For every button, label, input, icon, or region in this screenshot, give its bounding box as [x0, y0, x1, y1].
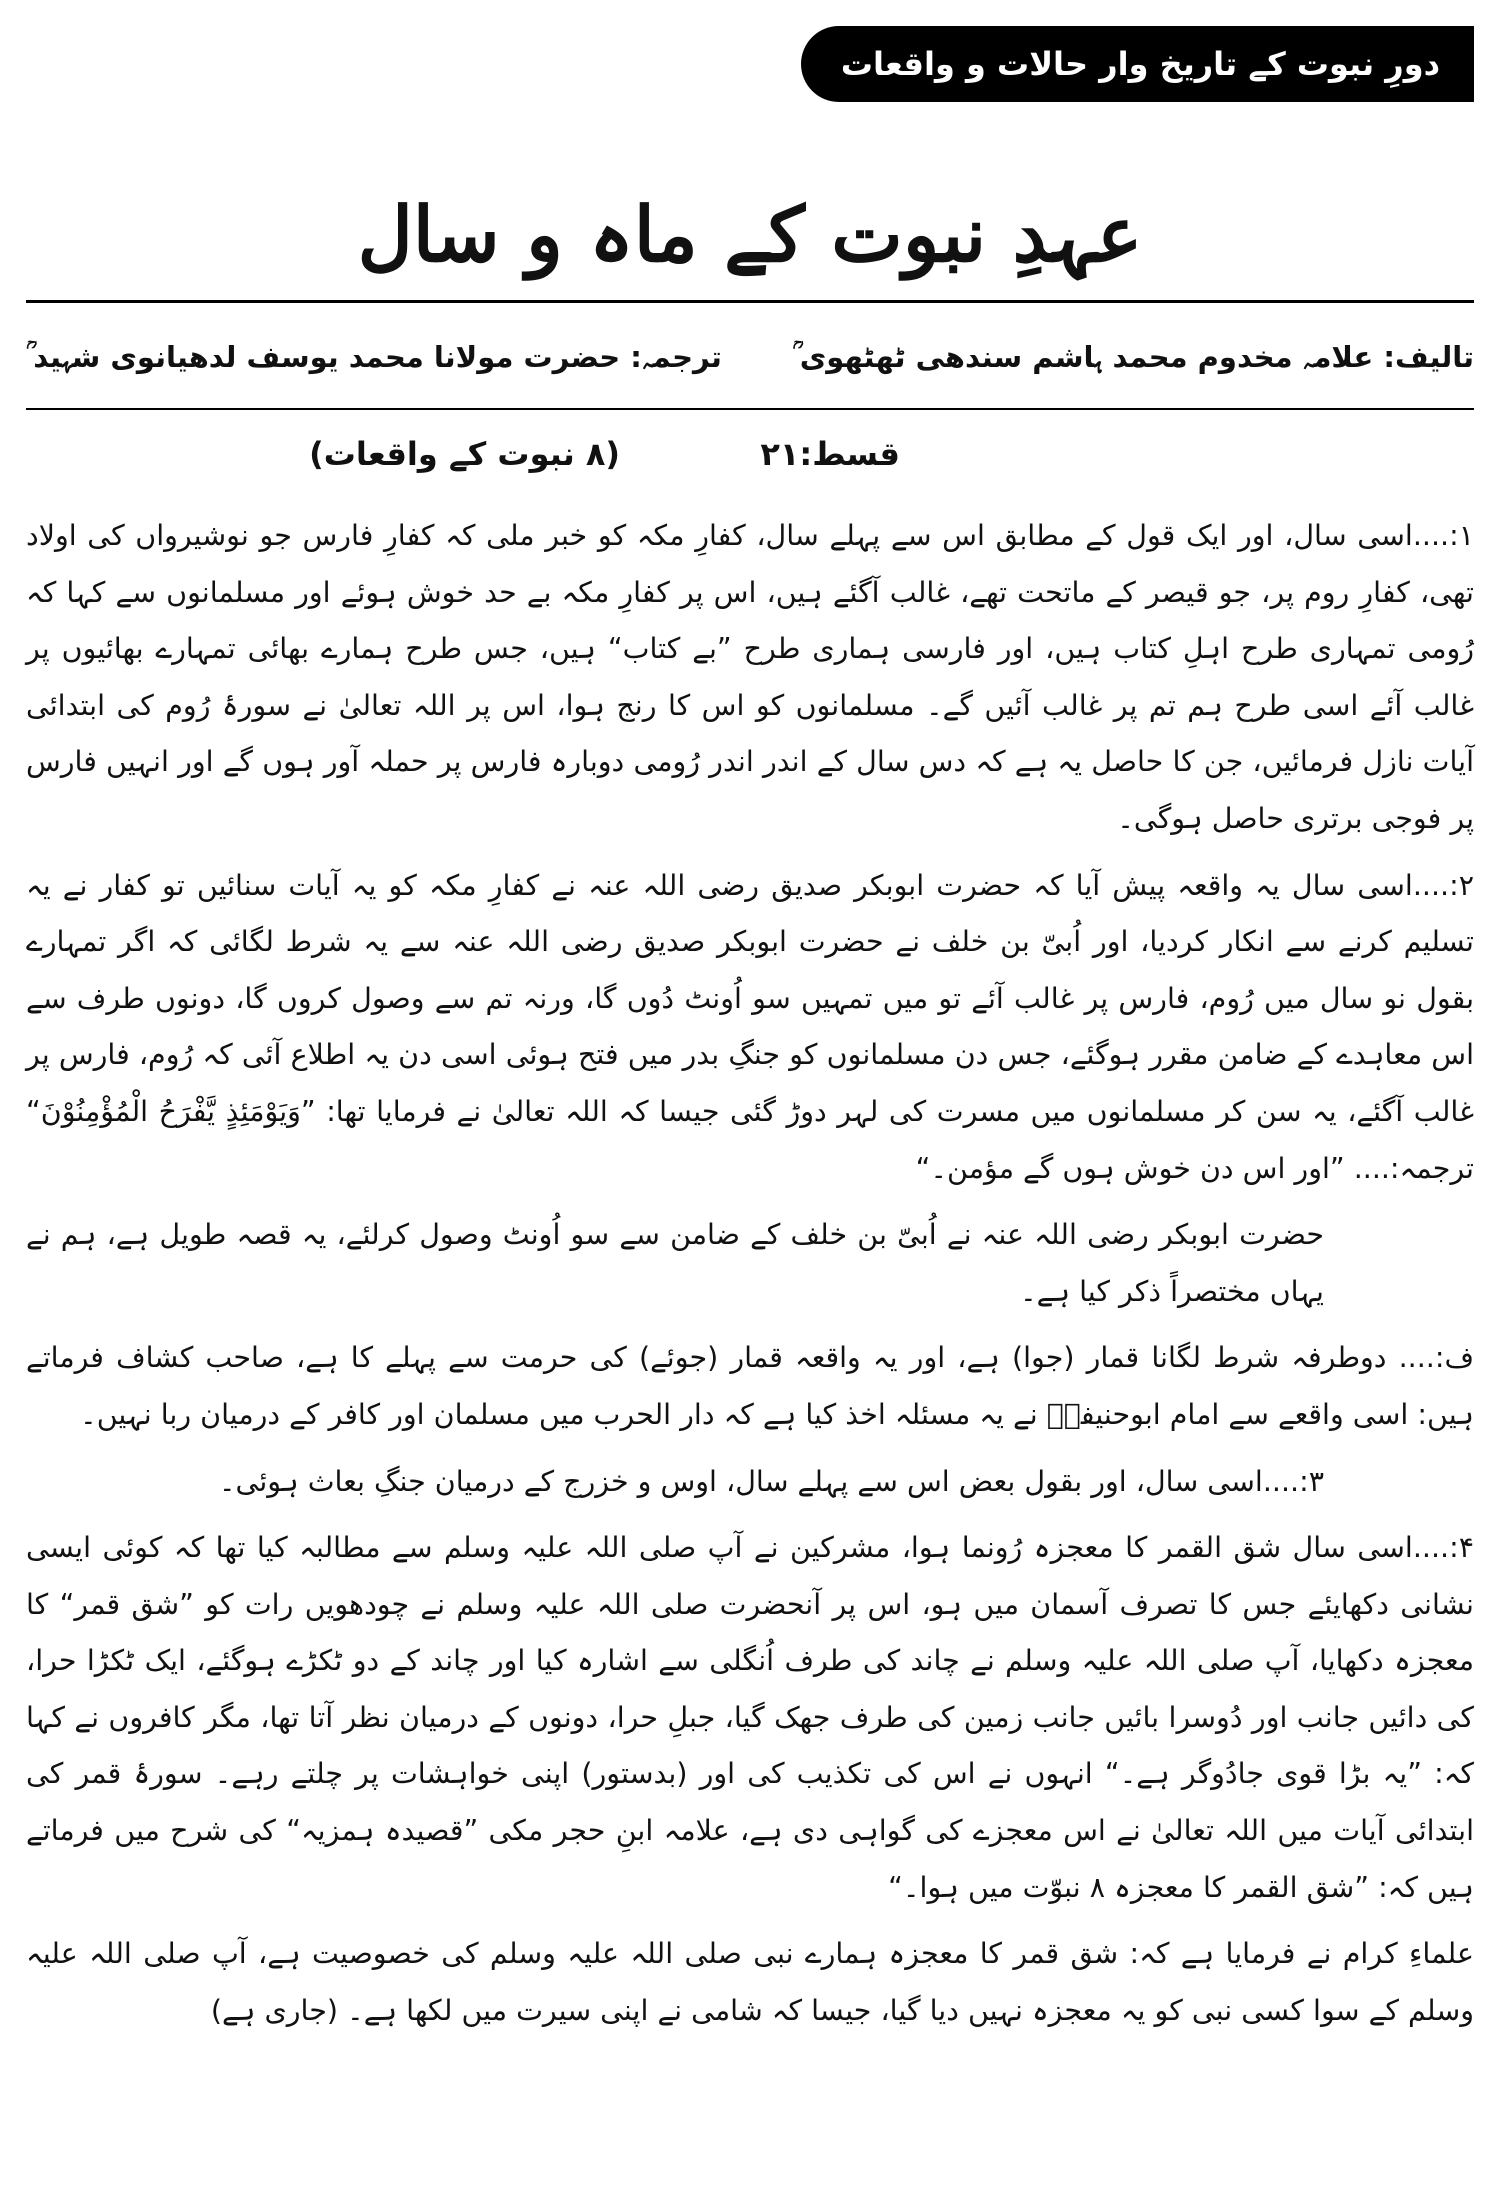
paragraph-3: حضرت ابوبکر رضی اللہ عنہ نے اُبیّ بن خلف کے ضامن سے سو اُونٹ وصول کرلئے، یہ قصہ طویل ہے، ہم نے یہاں مختصراً ذکر کیا ہے۔ — [26, 1218, 1324, 1308]
page-title: عہدِ نبوت کے ماہ و سال — [357, 190, 1143, 279]
author-credit: تالیف: علامہ مخدوم محمد ہاشم سندھی ٹھٹھوی ؒ — [792, 340, 1474, 374]
paragraph-6: علماءِ کرام نے فرمایا ہے کہ: شق قمر کا معجزہ ہمارے نبی صلی اللہ علیہ وسلم کی خصوصیت ہے، آپ صلی اللہ علیہ وسلم کے سوا کسی نبی کو یہ معجزہ نہیں دیا گیا، جیسا کہ شامی نے اپنی سیرت میں لکھا ہے۔ (جاری ہے) — [26, 1937, 1474, 2027]
paragraph-2: ۲:....اسی سال یہ واقعہ پیش آیا کہ حضرت ابوبکر صدیق رضی اللہ عنہ نے کفارِ مکہ کو یہ آیات سنائیں تو کفار نے یہ تسلیم کرنے سے انکار کردیا، اور اُبیّ بن خلف نے حضرت ابوبکر صدیق رضی اللہ عنہ سے یہ شرط لگائی کہ اگر تمہارے بقول نو سال میں رُوم، فارس پر غالب آئے تو میں تمہیں سو اُونٹ دُوں گا، ورنہ تم سے وصول کروں گا، دونوں طرف سے اس معاہدے کے ضامن مقرر ہوگئے، جس دن مسلمانوں کو جنگِ بدر میں فتح ہوئی اسی دن یہ اطلاع آئی کہ رُوم، فارس پر غالب آگئے، یہ سن کر مسلمانوں میں مسرت کی لہر دوڑ گئی جیسا کہ اللہ تعالیٰ نے فرمایا تھا: ”وَیَوْمَئِذٍ یَّفْرَحُ الْمُؤْمِنُوْنَ“ ترجمہ:.... ”اور اس دن خوش ہوں گے مؤمن۔“ — [26, 868, 1474, 1185]
divider-top — [26, 300, 1474, 303]
credits-row — [26, 314, 1474, 400]
translator-credit: ترجمہ: حضرت مولانا محمد یوسف لدھیانوی شہید ؒ — [26, 340, 722, 374]
article-body — [26, 508, 1474, 2049]
paragraph-5: ۴:....اسی سال شق القمر کا معجزہ رُونما ہوا، مشرکین نے آپ صلی اللہ علیہ وسلم سے مطالبہ کیا تھا کہ کوئی ایسی نشانی دکھایئے جس کا تصرف آسمان میں ہو، اس پر آنحضرت صلی اللہ علیہ وسلم نے چودھویں رات کو ”شق قمر“ کا معجزہ دکھایا، آپ صلی اللہ علیہ وسلم نے چاند کی طرف اُنگلی سے اشارہ کیا اور چاند کے دو ٹکڑے ہوگئے، ایک ٹکڑا حرا، کی دائیں جانب اور دُوسرا بائیں جانب زمین کی طرف جھک گیا، جبلِ حرا، دونوں کے درمیان نظر آتا تھا، مگر کافروں نے کہا کہ: ”یہ بڑا قوی جادُوگر ہے۔“ انہوں نے اس کی تکذیب کی اور (بدستور) اپنی خواہشات پر چلتے رہے۔ سورۂ قمر کی ابتدائی آیات میں اللہ تعالیٰ نے اس معجزے کی گواہی دی ہے، علامہ ابنِ حجر مکی ”قصیدہ ہمزیہ“ کی شرح میں فرماتے ہیں کہ: ”شق القمر کا معجزہ ۸ نبوّت میں ہوا۔“ — [26, 1531, 1474, 1904]
paragraph-note: ف:.... دوطرفہ شرط لگانا قمار (جوا) ہے، اور یہ واقعہ قمار (جوئے) کی حرمت سے پہلے کا ہے، صاحب کشاف فرماتے ہیں: اسی واقعے سے امام ابوحنیفہؒ نے یہ مسئلہ اخذ کیا ہے کہ دار الحرب میں مسلمان اور کافر کے درمیان ربا نہیں۔ — [26, 1341, 1474, 1431]
series-tab: دورِ نبوت کے تاریخ وار حالات و واقعات — [801, 26, 1474, 102]
paragraph-1: ۱:....اسی سال، اور ایک قول کے مطابق اس سے پہلے سال، کفارِ مکہ کو خبر ملی کہ کفارِ فارس جو نوشیرواں کی اولاد تھی، کفارِ روم پر، جو قیصر کے ماتحت تھے، غالب آگئے ہیں، اس پر کفارِ مکہ بے حد خوش ہوئے اور مسلمانوں سے کہا کہ رُومی تمہاری طرح اہلِ کتاب ہیں، اور فارسی ہماری طرح ”بے کتاب“ ہیں، جس طرح ہمارے بھائی تمہارے بھائیوں پر غالب آئے اسی طرح ہم تم پر غالب آئیں گے۔ مسلمانوں کو اس کا رنج ہوا، اس پر اللہ تعالیٰ نے سورۂ رُوم کی ابتدائی آیات نازل فرمائیں، جن کا حاصل یہ ہے کہ دس سال کے اندر اندر رُومی دوبارہ فارس پر حملہ آور ہوں گے اور انہیں فارس پر فوجی برتری حاصل ہوگی۔ — [26, 519, 1474, 835]
installment-subtitle: (۸ نبوت کے واقعات) — [309, 435, 620, 473]
divider-bottom — [26, 408, 1474, 410]
paragraph-4: ۳:....اسی سال، اور بقول بعض اس سے پہلے سال، اوس و خزرج کے درمیان جنگِ بعاث ہوئی۔ — [218, 1464, 1324, 1498]
installment-number: قسط:۲۱ — [760, 435, 900, 473]
